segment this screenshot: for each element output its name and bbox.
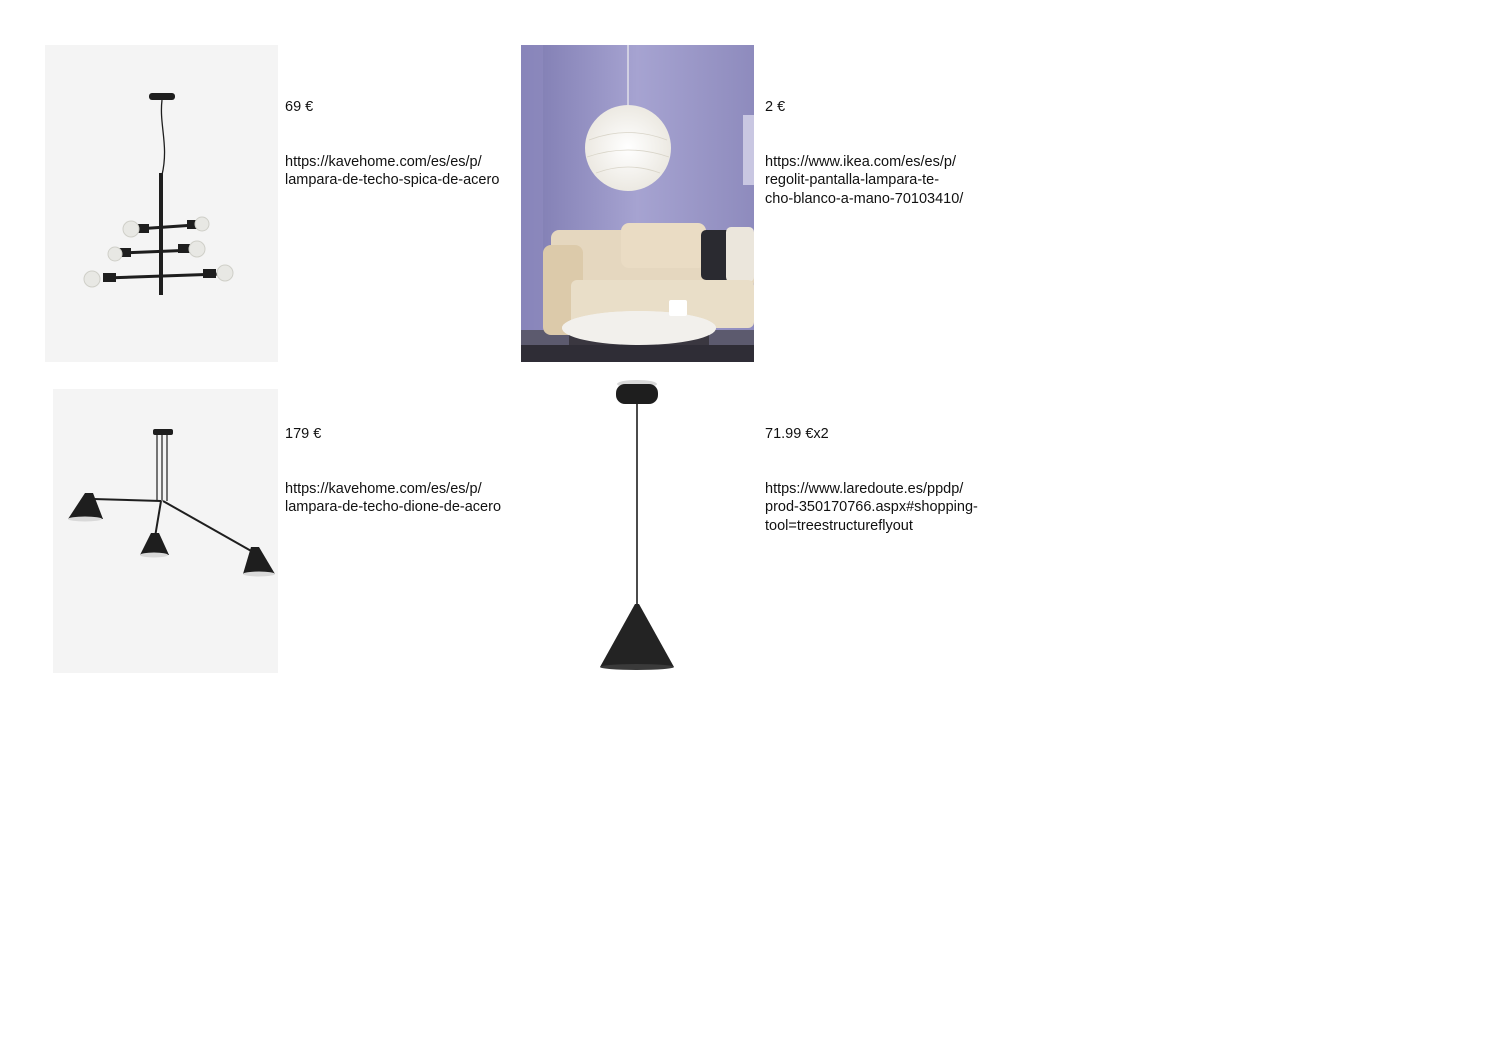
product-photo-dione-lamp — [53, 389, 278, 673]
product-photo-spica-lamp — [45, 45, 278, 362]
product-price: 71.99 €x2 — [765, 425, 829, 442]
product-link[interactable]: https://www.ikea.com/es/es/p/ regolit-pantalla-lampara-te- cho-blanco-a-mano-70103410/ — [765, 153, 964, 207]
product-price: 69 € — [285, 98, 314, 115]
product-photo-cone-pendant — [585, 378, 690, 673]
product-price: 179 € — [285, 425, 322, 442]
product-link[interactable]: https://www.laredoute.es/ppdp/ prod-350170766.aspx#shopping- tool=treestructureflyout — [765, 480, 978, 534]
product-photo-regolit-lamp — [521, 45, 754, 362]
product-caption-1 — [285, 79, 515, 208]
product-caption-2 — [765, 79, 1005, 227]
product-link[interactable]: https://kavehome.com/es/es/p/ lampara-de-techo-dione-de-acero — [285, 480, 502, 515]
product-price: 2 € — [765, 98, 786, 115]
product-caption-4 — [765, 406, 1005, 554]
product-link[interactable]: https://kavehome.com/es/es/p/ lampara-de-techo-spica-de-acero — [285, 153, 500, 188]
product-caption-3 — [285, 406, 515, 535]
